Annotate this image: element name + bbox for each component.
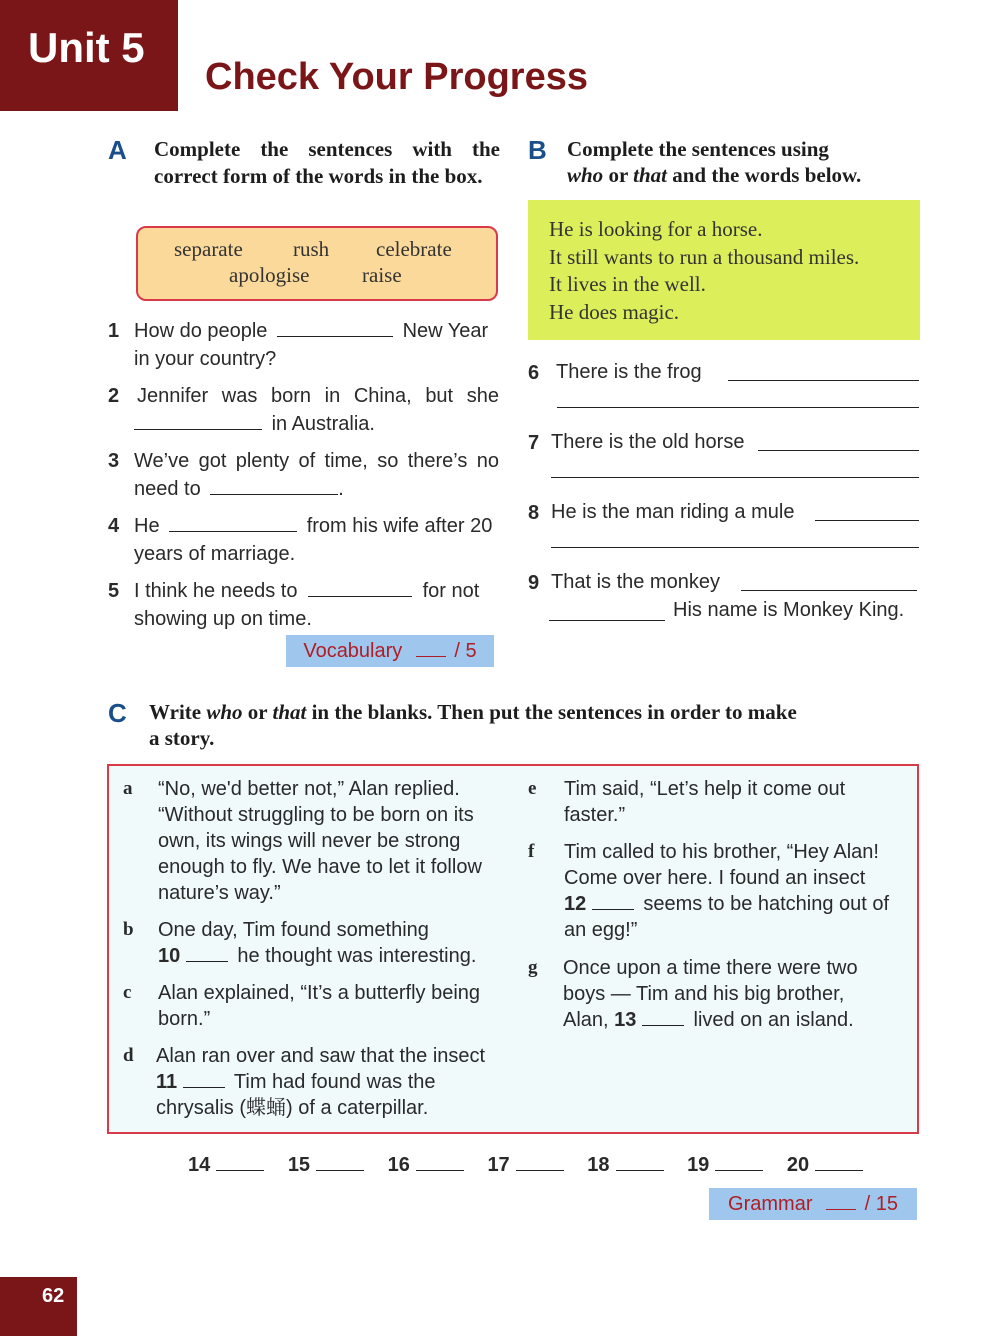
- story-item-d: [156, 1043, 485, 1121]
- section-c-instruction-line1: [149, 699, 797, 726]
- answer-number: 15: [287, 1154, 311, 1176]
- score-label: Grammar: [728, 1193, 813, 1215]
- story-text: seems to be hatching out of: [643, 893, 890, 915]
- clue-line: He does magic.: [549, 299, 680, 324]
- answer-blank[interactable]: [308, 578, 412, 597]
- answer-line[interactable]: [549, 620, 665, 621]
- answer-line[interactable]: [741, 590, 917, 591]
- story-item-f: [564, 839, 889, 943]
- answer-blank[interactable]: [210, 476, 338, 495]
- answer-line[interactable]: [557, 407, 919, 408]
- question-number: 2: [108, 385, 120, 407]
- answer-number: 17: [487, 1154, 510, 1176]
- story-line: an egg!”: [564, 919, 638, 941]
- story-line: Once upon a time there were two: [563, 957, 858, 979]
- story-item-c: [158, 980, 480, 1032]
- question-4: [134, 512, 492, 540]
- section-a-instruction: Complete the sentences with the correct form of the words in the box.: [154, 137, 500, 188]
- story-line-2: [158, 943, 476, 969]
- question-number: 9: [528, 572, 540, 594]
- answer-blank[interactable]: [416, 1156, 464, 1171]
- section-c-instruction-line2: a story.: [149, 726, 215, 750]
- story-item-a: [158, 776, 482, 906]
- instruction-that: that: [272, 700, 307, 724]
- answer-line[interactable]: [551, 477, 919, 478]
- question-text: That is the monkey: [551, 571, 720, 593]
- story-letter: b: [123, 919, 134, 940]
- answer-blank[interactable]: [186, 947, 228, 962]
- question-text: from his wife after 20: [306, 515, 493, 537]
- story-item-e: [564, 776, 845, 828]
- page-title: Check Your Progress: [205, 56, 588, 98]
- clue-line: It lives in the well.: [549, 272, 706, 296]
- answer-number: 16: [387, 1154, 410, 1176]
- answer-blank[interactable]: [516, 1156, 564, 1171]
- word-item: raise: [362, 263, 402, 287]
- instruction-rest: in the blanks. Then put the sentences in order to make: [311, 700, 797, 724]
- answer-blank[interactable]: [134, 411, 262, 430]
- score-total: / 5: [454, 640, 477, 662]
- question-text: in your country?: [134, 348, 277, 370]
- instruction-write: Write: [149, 700, 202, 724]
- story-line: One day, Tim found something: [158, 919, 429, 941]
- section-b-instruction-line1: Complete the sentences using: [567, 137, 829, 161]
- question-number: 6: [528, 362, 540, 384]
- question-text: There is the frog: [556, 361, 702, 383]
- story-text: Tim had found was the: [233, 1071, 436, 1093]
- answer-blank[interactable]: [592, 895, 634, 910]
- question-text: .: [338, 478, 344, 500]
- story-line: born.”: [158, 1008, 211, 1030]
- answer-blank[interactable]: [277, 318, 393, 337]
- story-letter: c: [123, 982, 132, 1003]
- section-c-letter: C: [108, 698, 127, 728]
- question-text: years of marriage.: [134, 543, 296, 565]
- question-1: [134, 317, 488, 345]
- question-text: We’ve got plenty of time, so there’s no: [134, 450, 499, 472]
- answer-line[interactable]: [551, 547, 919, 548]
- story-line: boys — Tim and his big brother,: [563, 983, 845, 1005]
- instruction-or: or: [247, 700, 268, 724]
- answer-blank[interactable]: [642, 1011, 684, 1026]
- answer-blank[interactable]: [715, 1156, 763, 1171]
- question-text: showing up on time.: [134, 608, 312, 630]
- question-number: 4: [108, 515, 120, 537]
- question-5: [134, 577, 479, 605]
- page-number-tab: [0, 1277, 77, 1336]
- question-text: for not: [422, 580, 480, 602]
- instruction-who: who: [567, 163, 604, 187]
- blank-number: 12: [564, 893, 587, 915]
- question-text: His name is Monkey King.: [673, 599, 905, 621]
- instruction-or: or: [608, 163, 628, 187]
- instruction-rest: and the words below.: [672, 163, 862, 187]
- story-line: Tim called to his brother, “Hey Alan!: [564, 841, 879, 863]
- blank-number: 13: [614, 1009, 637, 1031]
- section-b-instruction-line2: [567, 162, 861, 189]
- story-line-2: [156, 1069, 485, 1095]
- story-letter: e: [528, 778, 537, 799]
- question-text: There is the old horse: [551, 431, 745, 453]
- question-text: New Year: [402, 320, 489, 342]
- score-blank[interactable]: [826, 1195, 856, 1210]
- answer-number: 14: [188, 1154, 211, 1176]
- question-3-line2: [134, 475, 344, 503]
- question-text: in Australia.: [271, 413, 375, 435]
- question-2-line2: [134, 410, 375, 438]
- question-number: 7: [528, 432, 540, 454]
- answer-number: 18: [587, 1154, 610, 1176]
- answer-number: 19: [687, 1154, 710, 1176]
- story-line: Tim said, “Let’s help it come out: [564, 778, 846, 800]
- story-line: Come over here. I found an insect: [564, 867, 866, 889]
- word-item: celebrate: [376, 237, 452, 261]
- answer-line[interactable]: [758, 450, 919, 451]
- question-text: Jennifer was born in China, but she: [137, 385, 499, 407]
- question-text: I think he needs to: [134, 580, 298, 602]
- score-blank[interactable]: [416, 642, 446, 657]
- story-line: enough to fly. We have to let it follow: [158, 856, 482, 878]
- page-number: 62: [42, 1285, 65, 1307]
- answer-line[interactable]: [728, 380, 919, 381]
- question-text: need to: [134, 478, 201, 500]
- word-item: apologise: [229, 263, 310, 287]
- answer-blank[interactable]: [183, 1073, 225, 1088]
- story-letter: d: [123, 1045, 134, 1066]
- question-number: 1: [108, 320, 120, 342]
- instruction-who: who: [206, 700, 243, 724]
- question-number: 8: [528, 502, 540, 524]
- blank-number: 11: [156, 1071, 178, 1093]
- story-item-g: [563, 955, 858, 1033]
- word-item: separate: [174, 237, 243, 261]
- story-line: own, its wings will never be strong: [158, 830, 461, 852]
- story-line-3: [563, 1007, 858, 1033]
- answer-blank[interactable]: [216, 1156, 264, 1171]
- answer-blank[interactable]: [169, 513, 297, 532]
- story-line-3: [564, 891, 889, 917]
- answer-blank[interactable]: [316, 1156, 364, 1171]
- word-item: rush: [293, 237, 330, 261]
- order-answers: [188, 1154, 881, 1177]
- story-text: Alan,: [563, 1009, 609, 1031]
- score-total: / 15: [864, 1193, 898, 1215]
- story-line: nature’s way.”: [158, 882, 281, 904]
- story-line: “No, we'd better not,” Alan replied.: [158, 778, 460, 800]
- score-label: Vocabulary: [303, 640, 403, 662]
- story-letter: f: [528, 841, 535, 862]
- unit-label: Unit 5: [28, 24, 145, 71]
- question-number: 5: [108, 580, 120, 602]
- section-b-letter: B: [528, 135, 547, 165]
- story-letter: g: [528, 957, 538, 978]
- section-a-letter: A: [108, 135, 127, 165]
- story-line: faster.”: [564, 804, 626, 826]
- answer-line[interactable]: [815, 520, 919, 521]
- question-number: 3: [108, 450, 120, 472]
- instruction-that: that: [633, 163, 667, 187]
- unit-tab: [0, 0, 178, 111]
- clue-box: [528, 200, 920, 340]
- story-line: chrysalis (蝶蛹) of a caterpillar.: [156, 1097, 429, 1119]
- vocabulary-score: [286, 635, 494, 667]
- clue-line: It still wants to run a thousand miles.: [549, 244, 860, 269]
- story-item-b: [158, 917, 476, 969]
- story-letter: a: [123, 778, 133, 799]
- word-box: [136, 226, 498, 301]
- blank-number: 10: [158, 945, 181, 967]
- story-line: Alan ran over and saw that the insect: [156, 1045, 486, 1067]
- answer-blank[interactable]: [616, 1156, 664, 1171]
- answer-number: 20: [786, 1154, 810, 1176]
- story-line: Alan explained, “It’s a butterfly being: [158, 982, 481, 1004]
- answer-blank[interactable]: [815, 1156, 863, 1171]
- clue-line: He is looking for a horse.: [549, 217, 763, 241]
- story-text: lived on an island.: [693, 1009, 854, 1031]
- question-text: How do people: [134, 320, 268, 342]
- grammar-score: [709, 1188, 917, 1220]
- question-text: He: [134, 515, 160, 537]
- story-line: “Without struggling to be born on its: [158, 804, 474, 826]
- story-text: he thought was interesting.: [237, 945, 477, 967]
- question-text: He is the man riding a mule: [551, 501, 795, 523]
